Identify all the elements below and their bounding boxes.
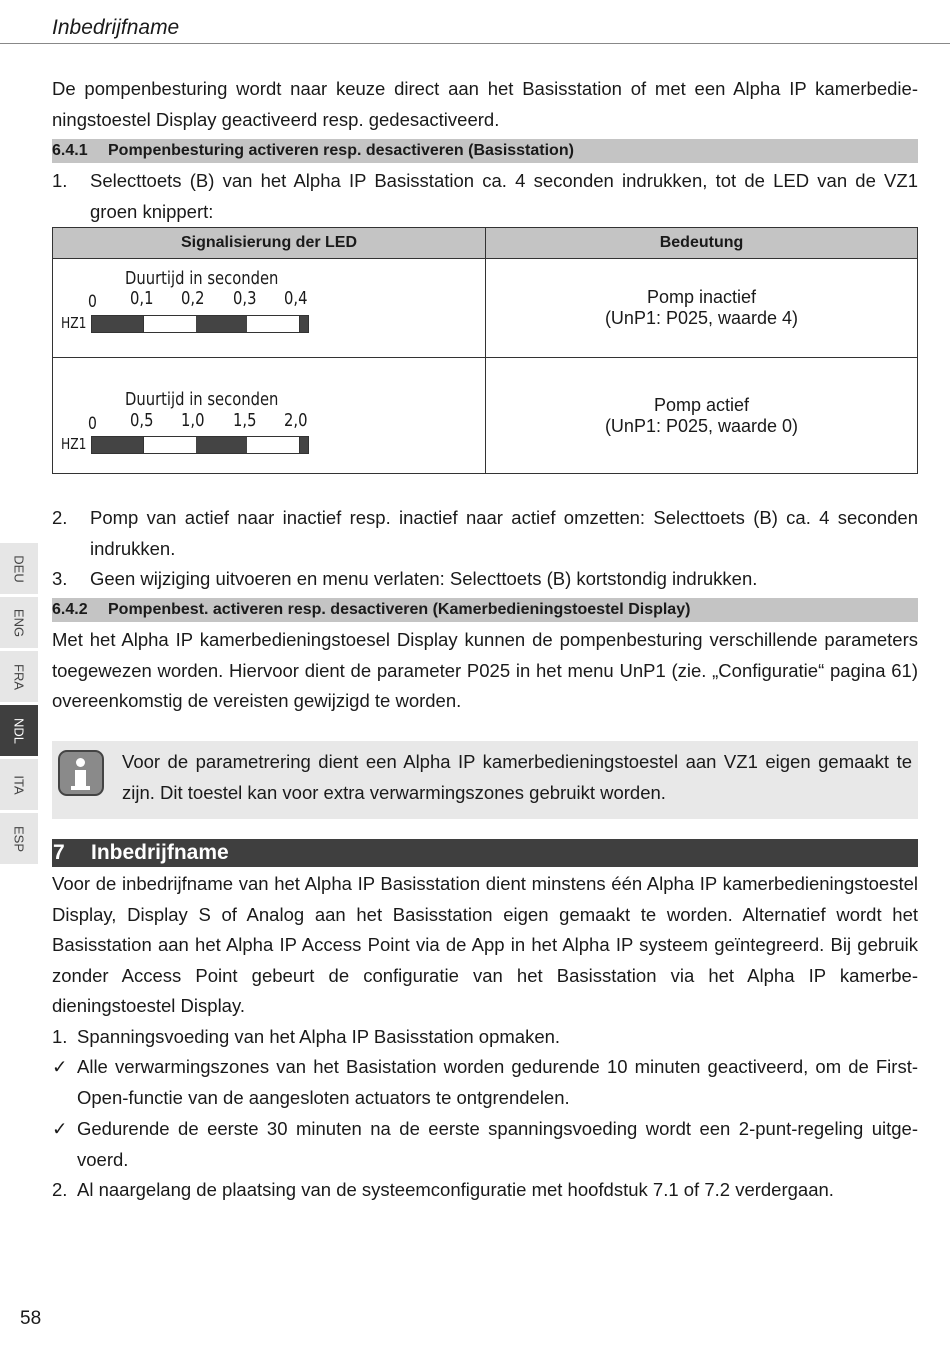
led-on-segment <box>300 437 308 453</box>
tab-label: DEU <box>11 554 27 583</box>
language-tab-esp[interactable] <box>0 813 38 864</box>
language-tab-ndl[interactable] <box>0 705 38 756</box>
intro-paragraph: De pompenbesturing wordt naar keuze direct aan het Basisstation of met een Alpha IP kamerbedieningstoestel Display geactiveerd resp. gedesactiveerd. <box>52 78 918 130</box>
step-1 <box>52 166 918 227</box>
table-header-meaning: Bedeutung <box>486 228 918 259</box>
paragraph-6-4-2: Met het Alpha IP kamerbedieningstoesel Display kunnen de pompenbesturing verschillende parameters toegewezen worden. Hiervoor dient de parameter P025 in het menu UnP1 (zie. „Configuratie“ pagina 61) overeenkomstig de vereisten gewijzigd te worden. <box>52 629 918 712</box>
led-blink-diagram <box>53 358 485 473</box>
tick-zero: 0 <box>87 414 97 434</box>
meaning-status: Pomp inactief <box>646 287 757 307</box>
step-3 <box>52 564 918 595</box>
list-item <box>52 1114 918 1175</box>
tick-zero: 0 <box>87 292 97 312</box>
led-timeline-bar <box>91 315 309 333</box>
table-header-signal: Signalisierung der LED <box>53 228 486 259</box>
led-off-segment <box>247 316 300 332</box>
tick-label: 0,5 <box>130 410 154 431</box>
tick-label: 2,0 <box>284 410 308 431</box>
language-tabs <box>0 543 38 867</box>
list-item <box>52 1052 918 1113</box>
list-text: Alle verwarmingszones van het Basistation worden gedurende 10 minuten geactiveerd, om de First-Open-functie van de aangesloten actuators te ontgrendelen. <box>77 1056 918 1108</box>
tick-label: 0,2 <box>181 288 205 309</box>
table-row <box>53 259 918 358</box>
tab-label: ENG <box>11 608 27 637</box>
checkmark-icon: ✓ <box>52 1056 68 1077</box>
step-number: 1. <box>52 170 68 191</box>
list-text: Al naargelang de plaatsing van de systeemconfiguratie met hoofdstuk 7.1 of 7.2 verdergaan. <box>77 1179 834 1200</box>
list-text: Gedurende de eerste 30 minuten na de eerste spanningsvoeding wordt een 2-punt-regeling uitgevoerd. <box>77 1118 918 1170</box>
tab-label: ESP <box>11 825 27 852</box>
page-number: 58 <box>20 1308 42 1329</box>
tick-label: 0,4 <box>284 288 308 309</box>
step-number: 2. <box>52 507 68 528</box>
step-text: Pomp van actief naar inactief resp. inactief naar actief omzetten: Selecttoets (B) ca. 4 seconden indrukken. <box>90 507 918 559</box>
led-timeline-bar <box>91 436 309 454</box>
table-row <box>53 358 918 474</box>
zone-label: HZ1 <box>61 435 87 453</box>
chapter-number: 7 <box>53 841 65 864</box>
chapter-title: Inbedrijfname <box>91 841 229 864</box>
led-on-segment <box>196 437 247 453</box>
zone-label: HZ1 <box>61 314 87 332</box>
tab-label: NDL <box>11 717 27 744</box>
led-on-segment <box>92 437 143 453</box>
tab-label: FRA <box>11 663 27 690</box>
language-tab-eng[interactable] <box>0 597 38 648</box>
note-text: Voor de parametrering dient een Alpha IP kamerbedieningstoestel aan VZ1 eigen gemaakt te zijn. Dit toestel kan voor extra verwarmingszones gebruikt worden. <box>122 751 912 803</box>
section-heading-6-4-2 <box>52 598 918 622</box>
meaning-cell <box>486 358 918 474</box>
section-heading-6-4-1 <box>52 139 918 163</box>
header-rule <box>0 43 950 44</box>
chapter-heading <box>52 839 918 867</box>
led-on-segment <box>300 316 308 332</box>
meaning-cell <box>486 259 918 358</box>
led-off-segment <box>247 437 300 453</box>
step-text: Geen wijziging uitvoeren en menu verlaten: Selecttoets (B) kortstondig indrukken. <box>90 568 758 589</box>
tick-label: 1,5 <box>233 410 257 431</box>
list-text: Spanningsvoeding van het Alpha IP Basisstation opmaken. <box>77 1026 561 1047</box>
led-off-segment <box>143 316 196 332</box>
led-blink-diagram <box>53 259 485 357</box>
section-number: 6.4.1 <box>52 142 88 159</box>
tick-label: 0,1 <box>130 288 154 309</box>
checkmark-icon: ✓ <box>52 1118 68 1139</box>
led-on-segment <box>196 316 247 332</box>
language-tab-deu[interactable] <box>0 543 38 594</box>
meaning-parameter: (UnP1: P025, waarde 4) <box>604 308 799 328</box>
led-off-segment <box>143 437 196 453</box>
list-marker: 1. <box>52 1026 68 1047</box>
step-text: Selecttoets (B) van het Alpha IP Basisstation ca. 4 seconden indrukken, tot de LED van de VZ1 groen knippert: <box>90 170 918 222</box>
meaning-status: Pomp actief <box>653 394 750 415</box>
list-marker: 2. <box>52 1179 68 1200</box>
step-2 <box>52 503 918 564</box>
running-header: Inbedrijfname <box>52 16 180 39</box>
meaning-parameter: (UnP1: P025, waarde 0) <box>604 415 799 436</box>
info-note <box>52 741 918 819</box>
diagram-title: Duurtijd in seconden <box>125 268 279 289</box>
diagram-title: Duurtijd in seconden <box>125 389 279 410</box>
section-number: 6.4.2 <box>52 601 88 618</box>
led-signal-table <box>52 227 918 474</box>
led-on-segment <box>92 316 143 332</box>
step-number: 3. <box>52 568 68 589</box>
tick-label: 1,0 <box>181 410 205 431</box>
section-title: Pompenbesturing activeren resp. desactiveren (Basisstation) <box>108 142 574 159</box>
list-item <box>52 1175 918 1206</box>
language-tab-fra[interactable] <box>0 651 38 702</box>
paragraph-chapter-7: Voor de inbedrijfname van het Alpha IP Basisstation dient minstens één Alpha IP kamerbedieningstoestel Display, Display S of Analog aan het Basisstation eigen gemaakt te worden. Alternatief wordt het Basisstation aan het Alpha IP Access Point via de App in het Alpha IP systeem geïntegreerd. Bij gebruik zonder Access Point gebeurt de configuratie van het Basisstation via het Alpha IP kamerbedieningstoestel Display. <box>52 873 918 1017</box>
language-tab-ita[interactable] <box>0 759 38 810</box>
section-title: Pompenbest. activeren resp. desactiveren (Kamerbedieningstoestel Display) <box>108 601 691 618</box>
list-item <box>52 1022 918 1053</box>
tick-label: 0,3 <box>233 288 257 309</box>
info-icon <box>58 750 104 796</box>
tab-label: ITA <box>11 774 27 795</box>
